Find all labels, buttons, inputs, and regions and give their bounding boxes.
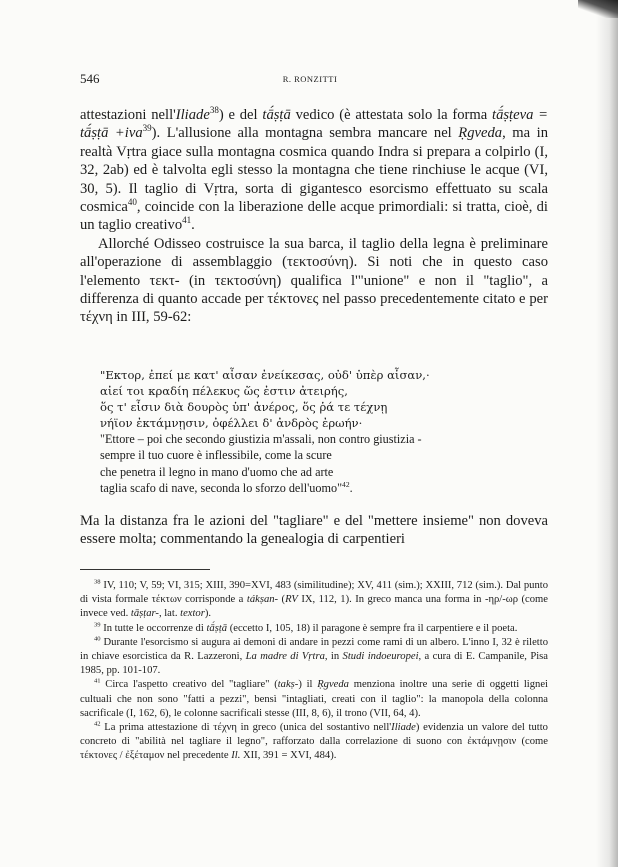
- text-run: IV, 110; V, 59; VI, 315; XIII, 390=XVI, 483 (similitudine); XV, 411 (sim.); XXIII, 712 (sim.). Dal punto di vista formale τέκτων corrisponde a: [80, 580, 548, 606]
- text-run: ) evidenzia un valore del tutto concreto di "abilità nel tagliare il legno", rafforzato dalla correlazione di suono con ἐκτάμνῃσιν (come τέκτονες / ἐξέταμον nel precedente: [80, 722, 548, 762]
- greek-verse-4: νήϊον ἐκτάμνῃσιν, ὀφέλλει δ' ἀνδρὸς ἐρωήν·: [100, 416, 363, 431]
- text-run: ).: [204, 608, 212, 620]
- italic-term: takṣ-: [277, 679, 299, 691]
- text-run: ). L'allusione alla montagna sembra mancare nel: [151, 125, 452, 142]
- text-run: attestazioni nell': [80, 107, 176, 123]
- footnote-ref-41: 41: [182, 215, 192, 226]
- footnote-number: 39: [94, 621, 101, 629]
- italic-tasta: tā́ṣṭā: [262, 107, 291, 123]
- translation-line-2: sempre il tuo cuore è inflessibile, come la scure: [100, 448, 332, 463]
- page-number: 546: [80, 71, 100, 86]
- running-head: R. RONZITTI: [282, 74, 338, 84]
- greek-verse-2: αἰεί τοι κραδίη πέλεκυς ὥς ἐστιν ἀτειρής,: [100, 384, 348, 399]
- text-run: , ma in realtà Vṛtra giace sulla montagna cosmica quando Indra si prepara a colpirlo (I, 32, 2ab) ed è talvolta egli stesso la montagna che tiene rinchiuse le acque (VI, 30, 5). Il taglio di Vṛtra, sorta di gigantesco esorcismo effettuato su scala cosmica: [80, 125, 548, 216]
- italic-term: tāṣṭar-: [130, 608, 159, 620]
- italic-term: Ṛgveda: [317, 679, 349, 691]
- italic-tasteva: tā́ṣṭeva = tā́ṣṭā +iva: [80, 107, 549, 142]
- text-run: vedico (è attestata solo la forma: [290, 107, 488, 123]
- text-run: (: [278, 594, 286, 606]
- text-run: (eccetto I, 105, 18) il paragone è sempre fra il carpentiere e il poeta.: [227, 622, 518, 634]
- italic-term: tákṣan-: [246, 594, 279, 606]
- translation-line-4: [100, 480, 530, 496]
- page-corner-fold: [578, 0, 618, 18]
- footnote-ref-38: 38: [209, 105, 219, 116]
- block-quote: [100, 367, 530, 496]
- translation-line-3: che penetra il legno in mano d'uomo che ad arte: [100, 464, 334, 479]
- text-run: , in: [324, 651, 343, 663]
- paragraph-3-text: Ma la distanza fra le azioni del "tagliare" e del "mettere insieme" non doveva essere molta; commentando la genealogia di carpentieri: [80, 513, 548, 548]
- italic-rgveda: Ṛgveda: [458, 125, 503, 142]
- text-run: Durante l'esorcismo si augura ai demoni di andare in pezzi come rami di un albero. L'inno I, 32 è riletto in chiave esorcistica da R. Lazzeroni,: [80, 636, 548, 663]
- footnote-40: [80, 636, 548, 679]
- text-run: , lat.: [158, 608, 181, 620]
- paragraph-3: [80, 512, 548, 549]
- italic-term: RV: [285, 594, 298, 606]
- italic-term: Il.: [231, 750, 241, 762]
- text-run: Circa l'aspetto creativo del "tagliare" (: [100, 679, 278, 691]
- footnote-ref-40: 40: [127, 197, 137, 208]
- greek-verse-3: ὅς τ' εἶσιν διὰ δουρὸς ὑπ' ἀνέρος, ὅς ῥά τε τέχνῃ: [100, 400, 388, 415]
- text-run: , coincide con la liberazione delle acque primordiali: si tratta, cioè, di un taglio creativo: [80, 199, 548, 234]
- italic-title: Studi indoeuropei: [342, 651, 419, 663]
- footnote-number: 40: [94, 635, 101, 643]
- italic-term: textor: [180, 608, 205, 620]
- text-run: taglia scafo di nave, seconda lo sforzo dell'uomo": [100, 480, 343, 495]
- text-run: .: [349, 480, 353, 495]
- text-run: In tutte le occorrenze di: [100, 622, 207, 634]
- footnote-number: 41: [94, 677, 101, 685]
- footnote-ref-42: 42: [342, 479, 350, 489]
- footnote-38: [80, 579, 548, 622]
- footnote-separator: [80, 569, 210, 570]
- page-edge-shadow: [596, 0, 618, 867]
- footnote-ref-39: 39: [142, 123, 152, 134]
- footnote-number: 38: [94, 578, 101, 586]
- footnotes: [80, 579, 548, 764]
- text-run: , a cura di E. Campanile, Pisa 1985, pp. 101-107.: [80, 651, 548, 677]
- footnote-number: 42: [94, 720, 101, 728]
- text-run: XII, 391 = XVI, 484).: [240, 750, 337, 762]
- italic-title: La madre di Vṛtra: [245, 651, 325, 663]
- footnote-39: [80, 622, 548, 636]
- body-paragraphs: [80, 106, 548, 327]
- greek-verse-1: "Εκτορ, ἐπεί με κατ' αἶσαν ἐνείκεσας, οὐδ' ὑπὲρ αἶσαν,·: [100, 368, 430, 382]
- footnote-41: [80, 678, 548, 721]
- text-run: La prima attestazione di τέχνη in greco (unica del sostantivo nell': [100, 722, 392, 734]
- italic-term: Iliade: [391, 722, 416, 734]
- text-run: .: [191, 217, 195, 234]
- paragraph-1: [80, 106, 548, 235]
- italic-iliade: Iliade: [175, 107, 210, 123]
- page-header: [80, 71, 540, 87]
- translation-line-1: "Ettore – poi che secondo giustizia m'assali, non contro giustizia -: [100, 432, 422, 447]
- text-run: menziona inoltre una serie di oggetti lignei cultuali che non sono "fatti a pezzi", bensì "intagliati, creati con il taglio": la manopola della colonna sacrificale (I, 162, 6), le colonne sacrificali stesse (III, 8, 6), il trono (VII, 64, 4).: [80, 679, 548, 719]
- text-run: IX, 112, 1). In greco manca una forma in -ηρ/-ωρ (come invece ved.: [80, 594, 548, 620]
- text-run: ) e del: [218, 107, 263, 123]
- paragraph-2: Allorché Odisseo costruisce la sua barca, il taglio della legna è preliminare all'operazione di assemblaggio (τεκτοσύνη). Si noti che in questo caso l'elemento τεκτ- (in τεκτοσύνη) qualifica l'"unione" e non il "taglio", a differenza di quanto accade per τέκτονες nel passo precedentemente citato e per τέχνη in III, 59-62:: [80, 235, 548, 326]
- footnote-42: [80, 721, 548, 764]
- italic-term: tā́ṣṭā: [206, 622, 228, 634]
- text-run: ) il: [298, 679, 318, 691]
